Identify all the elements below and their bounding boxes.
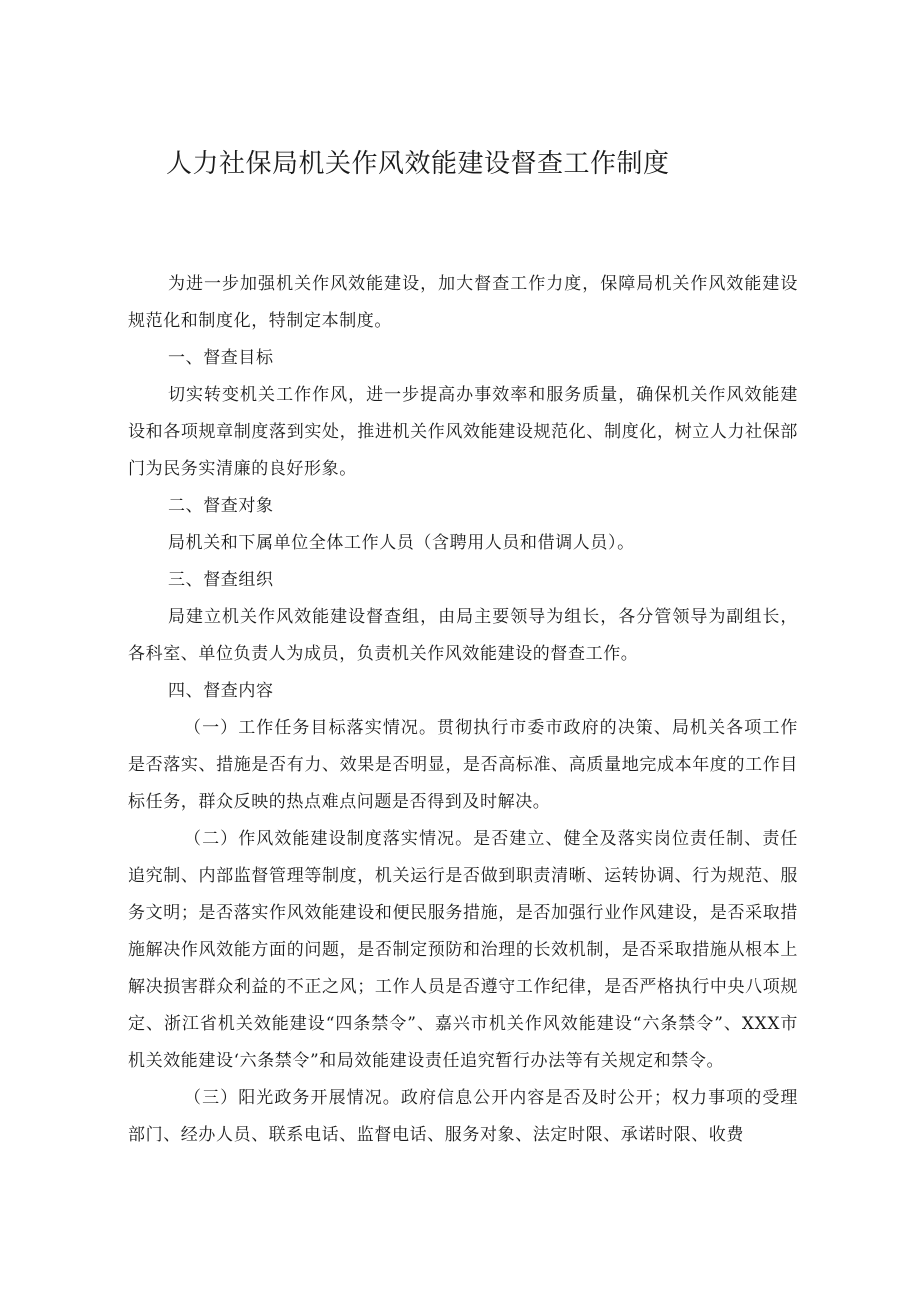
document-title: 人力社保局机关作风效能建设督查工作制度 — [166, 149, 670, 179]
section-paragraph-goals: 切实转变机关工作作风，进一步提高办事效率和服务质量，确保机关作风效能建设和各项规章制度落到实处，推进机关作风效能建设规范化、制度化，树立人力社保部门为民务实清廉的良好形象。 — [128, 385, 798, 479]
section-heading-organization: 三、督查组织 — [168, 570, 274, 590]
intro-paragraph: 为进一步加强机关作风效能建设，加大督查工作力度，保障局机关作风效能建设规范化和制度化，特制定本制度。 — [128, 274, 798, 331]
section-paragraph-content-1: （一）工作任务目标落实情况。贯彻执行市委市政府的决策、局机关各项工作是否落实、措施是否有力、效果是否明显，是否高标准、高质量地完成本年度的工作目标任务，群众反映的热点难点问题是否得到及时解决。 — [128, 718, 798, 812]
document-body — [128, 266, 798, 1154]
section-heading-goals: 一、督查目标 — [168, 348, 274, 368]
section-paragraph-organization: 局建立机关作风效能建设督查组，由局主要领导为组长，各分管领导为副组长，各科室、单位负责人为成员，负责机关作风效能建设的督查工作。 — [128, 607, 798, 664]
section-paragraph-targets: 局机关和下属单位全体工作人员（含聘用人员和借调人员）。 — [168, 533, 635, 553]
section-paragraph-content-3: （三）阳光政务开展情况。政府信息公开内容是否及时公开；权力事项的受理部门、经办人员、联系电话、监督电话、服务对象、法定时限、承诺时限、收费 — [128, 1088, 798, 1145]
section-heading-targets: 二、督查对象 — [168, 496, 274, 516]
section-heading-content: 四、督查内容 — [168, 681, 274, 701]
section-paragraph-content-2: （二）作风效能建设制度落实情况。是否建立、健全及落实岗位责任制、责任追究制、内部监督管理等制度，机关运行是否做到职责清晰、运转协调、行为规范、服务文明；是否落实作风效能建设和便民服务措施，是否加强行业作风建设，是否采取措施解决作风效能方面的问题，是否制定预防和治理的长效机制，是否采取措施从根本上解决损害群众利益的不正之风；工作人员是否遵守工作纪律，是否严格执行中央八项规定、浙江省机关效能建设“四条禁令”、嘉兴市机关作风效能建设“六条禁令”、XXX市机关效能建设‘六条禁令”和局效能建设责任追究暂行办法等有关规定和禁令。 — [128, 829, 798, 1071]
